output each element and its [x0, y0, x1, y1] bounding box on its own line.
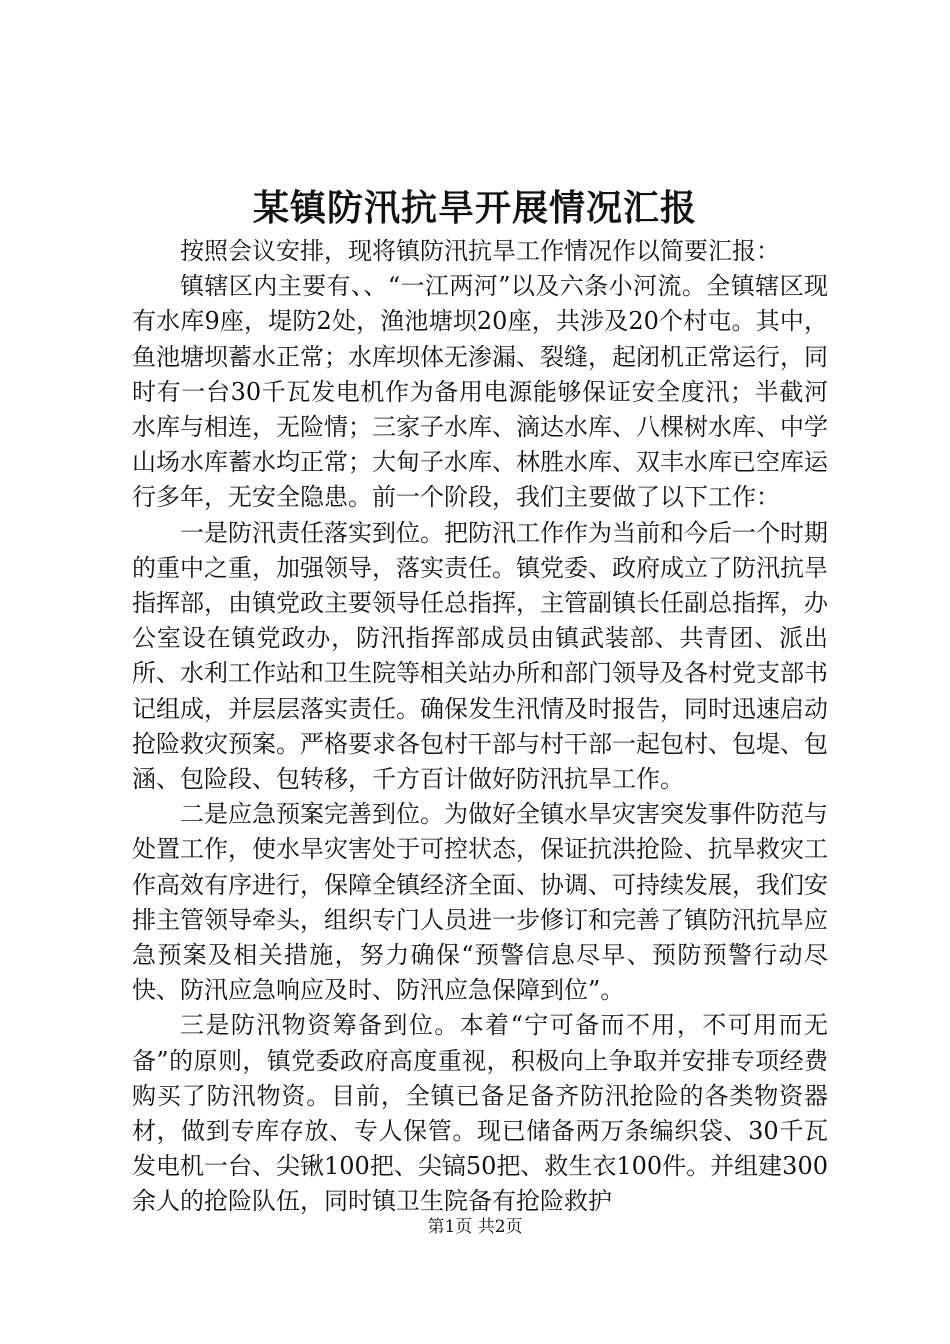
paragraph-intro: 按照会议安排，现将镇防汛抗旱工作情况作以简要汇报： — [180, 237, 780, 265]
paragraph-emergency-plan: 二是应急预案完善到位。为做好全镇水旱灾害突发事件防范与处置工作，使水旱灾害处于可控状态，保证抗洪抢险、抗旱救灾工作高效有序进行，保障全镇经济全面、协调、可持续发展，我们安排主管领导牵头，组织专门人员进一步修订和完善了镇防汛抗旱应急预案及相关措施，努力确保“预警信息尽早、预防预警行动尽快、防汛应急响应及时、防汛应急保障到位”。 — [132, 800, 828, 1005]
paragraph-overview: 镇辖区内主要有、、“一江两河”以及六条小河流。全镇辖区现有水库9座，堤防2处，渔池塘坝20座，共涉及20个村屯。其中，鱼池塘坝蓄水正常；水库坝体无渗漏、裂缝，起闭机正常运行，同时有一台30千瓦发电机作为备用电源能够保证安全度汛；半截河水库与相连，无险情；三家子水库、滴达水库、八棵树水库、中学山场水库蓄水均正常；大甸子水库、林胜水库、双丰水库已空库运行多年，无安全隐患。前一个阶段，我们主要做了以下工作： — [132, 272, 828, 512]
document-body — [132, 234, 828, 1220]
document-title: 某镇防汛抗旱开展情况汇报 — [252, 187, 697, 229]
paragraph-responsibility: 一是防汛责任落实到位。把防汛工作作为当前和今后一个时期的重中之重，加强领导，落实责任。镇党委、政府成立了防汛抗旱指挥部，由镇党政主要领导任总指挥，主管副镇长任副总指挥，办公室设在镇党政办，防汛指挥部成员由镇武装部、共青团、派出所、水利工作站和卫生院等相关站办所和部门领导及各村党支部书记组成，并层层落实责任。确保发生汛情及时报告，同时迅速启动抢险救灾预案。严格要求各包村干部与村干部一起包村、包堤、包涵、包险段、包转移，千方百计做好防汛抗旱工作。 — [132, 518, 828, 794]
paragraph-materials: 三是防汛物资筹备到位。本着“宁可备而不用，不可用而无备”的原则，镇党委政府高度重视，积极向上争取并安排专项经费购买了防汛物资。目前，全镇已备足备齐防汛抢险的各类物资器材，做到专库存放、专人保管。现已储备两万条编织袋、30千瓦发电机一台、尖锹100把、尖镐50把、救生衣100件。并组建300余人的抢险队伍，同时镇卫生院备有抢险救护 — [132, 1011, 828, 1216]
page-number-footer: 第1页 共2页 — [427, 1217, 523, 1237]
